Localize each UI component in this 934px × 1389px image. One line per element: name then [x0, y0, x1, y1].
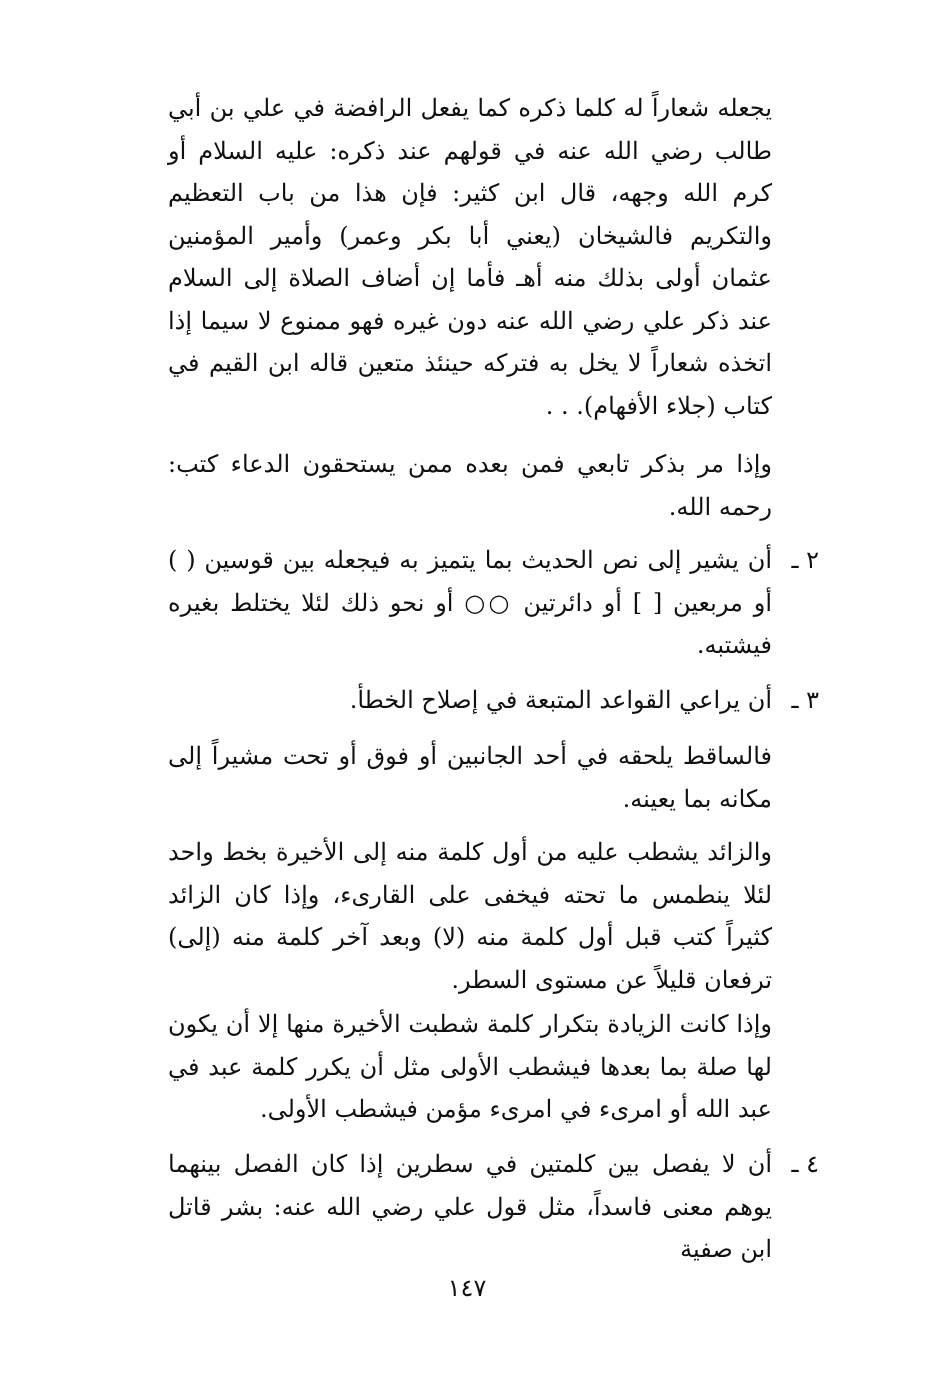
paragraph-item-2: أن يشير إلى نص الحديث بما يتميز به فيجعله بين قوسين ( ) أو مربعين [ ] أو دائرتين ○○ أو نحو ذلك لئلا يختلط بغيره فيشتبه.: [168, 546, 772, 659]
paragraph-item-4: أن لا يفصل بين كلمتين في سطرين إذا كان الفصل بينهما يوهم معنى فاسداً، مثل قول علي رضي الله عنه: بشر قاتل ابن صفية: [168, 1150, 772, 1263]
paragraph-item-3: أن يراعي القواعد المتبعة في إصلاح الخطأ.: [349, 686, 772, 714]
item-number-3: ٣ ـ: [791, 686, 819, 714]
paragraph-zaid: والزائد يشطب عليه من أول كلمة منه إلى الأخيرة بخط واحد لئلا ينطمس ما تحته فيخفى على القارىء، وإذا كان الزائد كثيراً كتب قبل أول كلمة منه (لا) وبعد آخر كلمة منه (إلى) ترفعان قليلاً عن مستوى السطر.: [168, 838, 772, 994]
paragraph-shiar: يجعله شعاراً له كلما ذكره كما يفعل الرافضة في علي بن أبي طالب رضي الله عنه في قولهم عند ذكره: عليه السلام أو كرم الله وجهه، قال ابن كثير: فإن هذا من باب التعظيم والتكريم فالشيخان (يعني أبا بكر وعمر) وأمير المؤمنين عثمان أولى بذلك منه أهـ فأما إن أضاف الصلاة إلى السلام عند ذكر علي رضي الله عنه دون غيره فهو ممنوع لا سيما إذا اتخذه شعاراً لا يخل به فتركه حينئذ متعين قاله ابن القيم في كتاب (جلاء الأفهام). . .: [168, 94, 772, 420]
paragraph-ziyada: وإذا كانت الزيادة بتكرار كلمة شطبت الأخيرة منها إلا أن يكون لها صلة بما بعدها فيشطب الأولى مثل أن يكرر كلمة عبد في عبد الله أو امرىء في امرىء مؤمن فيشطب الأولى.: [168, 1010, 772, 1123]
item-number-2: ٢ ـ: [791, 546, 819, 574]
item-number-4: ٤ ـ: [791, 1150, 819, 1178]
paragraph-tabii: وإذا مر بذكر تابعي فمن بعده ممن يستحقون الدعاء كتب: رحمه الله.: [168, 450, 772, 521]
paragraph-saqit: فالساقط يلحقه في أحد الجانبين أو فوق أو تحت مشيراً إلى مكانه بما يعينه.: [168, 742, 772, 813]
page-number: ١٤٧: [447, 1274, 487, 1302]
